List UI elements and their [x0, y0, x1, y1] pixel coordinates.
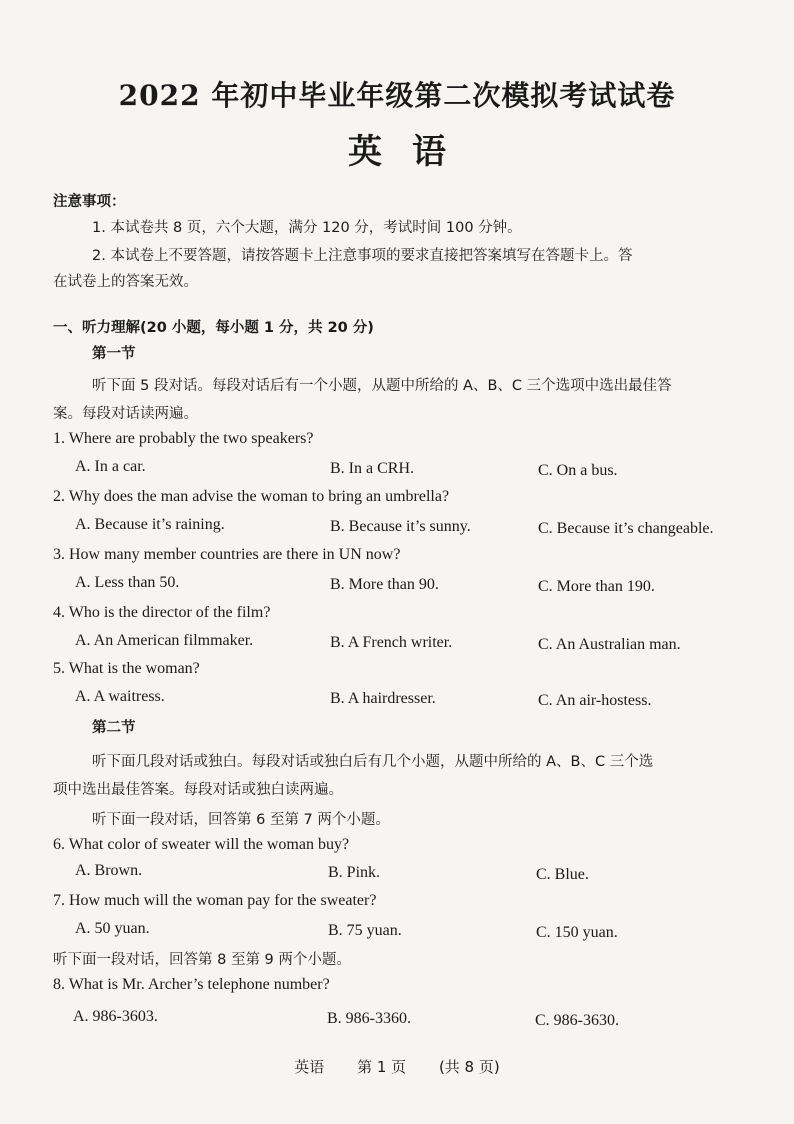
notes-heading: 注意事项：: [53, 194, 126, 210]
question-7-option-a: A. 50 yuan.: [75, 920, 150, 937]
question-2-option-c: C. Because it’s changeable.: [538, 520, 714, 537]
question-1-option-b: B. In a CRH.: [330, 460, 414, 477]
question-1-option-a: A. In a car.: [75, 458, 146, 475]
question-2-option-b: B. Because it’s sunny.: [330, 518, 471, 535]
question-3-option-b: B. More than 90.: [330, 576, 439, 593]
part1-instruction-line2: 案。每段对话读两遍。: [53, 406, 198, 422]
note-item-2-cont: 在试卷上的答案无效。: [53, 274, 198, 290]
footer-subject: 英语: [294, 1058, 325, 1076]
question-1: 1. Where are probably the two speakers?: [53, 430, 314, 447]
question-1-option-c: C. On a bus.: [538, 462, 618, 479]
part2-label: 第二节: [92, 720, 136, 736]
question-8-option-a: A. 986-3603.: [73, 1008, 158, 1025]
question-8: 8. What is Mr. Archer’s telephone number?: [53, 976, 330, 993]
question-5-option-c: C. An air-hostess.: [538, 692, 652, 709]
footer-total-pages: (共 8 页): [438, 1058, 500, 1076]
question-2-option-a: A. Because it’s raining.: [75, 516, 225, 533]
question-8-option-c: C. 986-3630.: [535, 1012, 619, 1029]
section1-heading: 一、听力理解(20 小题，每小题 1 分，共 20 分): [53, 320, 374, 336]
question-2: 2. Why does the man advise the woman to bring an umbrella?: [53, 488, 450, 505]
question-5: 5. What is the woman?: [53, 660, 200, 677]
part2-group1-instruction: 听下面一段对话，回答第 6 至第 7 两个小题。: [92, 812, 390, 828]
question-6-option-b: B. Pink.: [328, 864, 381, 881]
exam-title: 2022 年初中毕业年级第二次模拟考试试卷: [118, 79, 676, 112]
question-3-option-a: A. Less than 50.: [75, 574, 180, 591]
question-3: 3. How many member countries are there in UN now?: [53, 546, 401, 563]
question-6-option-a: A. Brown.: [75, 862, 143, 879]
question-5-option-a: A. A waitress.: [75, 688, 165, 705]
part1-label: 第一节: [92, 346, 136, 362]
question-8-option-b: B. 986-3360.: [327, 1010, 411, 1027]
exam-subject: 英语: [348, 132, 476, 172]
question-4: 4. Who is the director of the film?: [53, 604, 271, 621]
question-7-option-c: C. 150 yuan.: [536, 924, 618, 941]
question-5-option-b: B. A hairdresser.: [330, 690, 436, 707]
question-7: 7. How much will the woman pay for the sweater?: [53, 892, 377, 909]
part2-instruction-line2: 项中选出最佳答案。每段对话或独白读两遍。: [53, 782, 343, 798]
page-footer: [0, 1056, 794, 1077]
part1-instruction-line1: 听下面 5 段对话。每段对话后有一个小题，从题中所给的 A、B、C 三个选项中选出最佳答: [92, 378, 672, 394]
note-item-1: 1. 本试卷共 8 页，六个大题，满分 120 分，考试时间 100 分钟。: [92, 220, 522, 236]
part2-group2-instruction: 听下面一段对话，回答第 8 至第 9 两个小题。: [53, 952, 351, 968]
footer-page-number: 第 1 页: [357, 1058, 407, 1076]
note-item-2: 2. 本试卷上不要答题，请按答题卡上注意事项的要求直接把答案填写在答题卡上。答: [92, 248, 633, 264]
question-4-option-a: A. An American filmmaker.: [75, 632, 254, 649]
question-6-option-c: C. Blue.: [536, 866, 589, 883]
question-4-option-c: C. An Australian man.: [538, 636, 681, 653]
question-7-option-b: B. 75 yuan.: [328, 922, 402, 939]
part2-instruction-line1: 听下面几段对话或独白。每段对话或独白后有几个小题，从题中所给的 A、B、C 三个选: [92, 754, 654, 770]
question-6: 6. What color of sweater will the woman buy?: [53, 836, 350, 853]
question-3-option-c: C. More than 190.: [538, 578, 655, 595]
question-4-option-b: B. A French writer.: [330, 634, 453, 651]
